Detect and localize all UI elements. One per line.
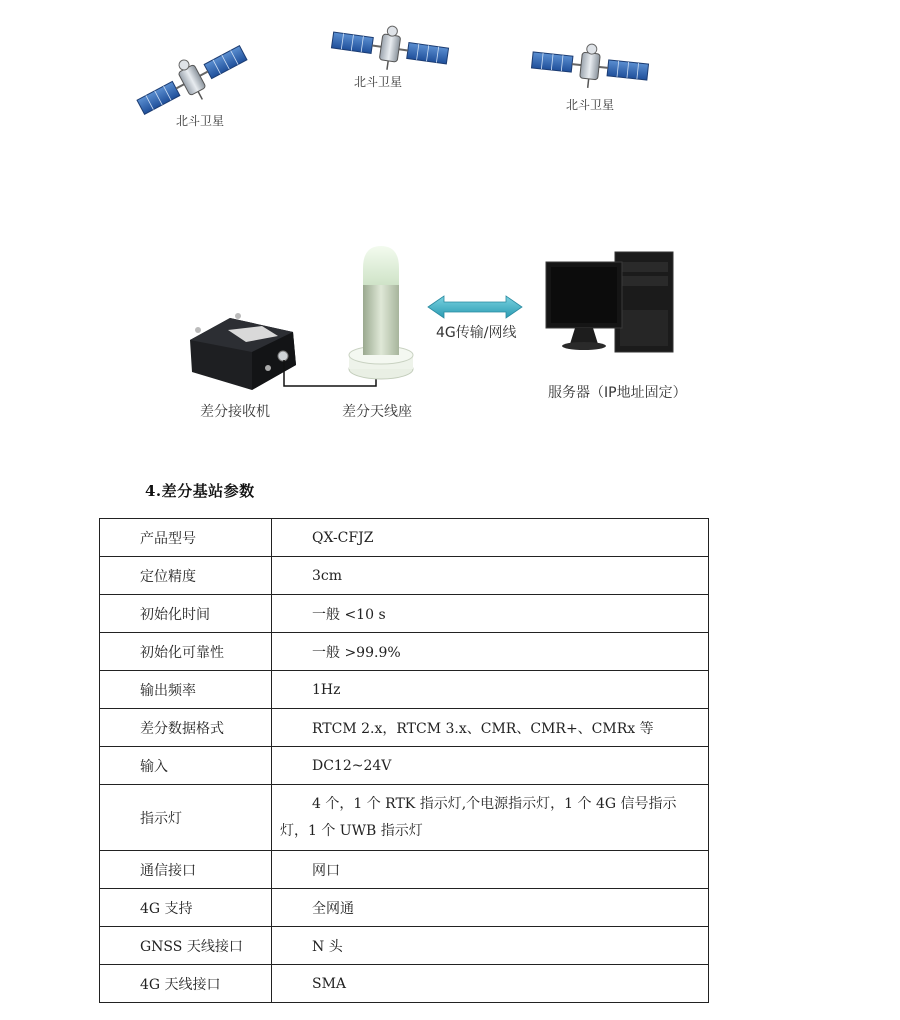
param-value: 4 个，1 个 RTK 指示灯,个电源指示灯，1 个 4G 信号指示灯，1 个 UWB 指示灯 <box>272 785 709 851</box>
param-value: 1Hz <box>272 671 709 709</box>
param-key: 定位精度 <box>100 557 272 595</box>
satellite-icon <box>530 38 650 94</box>
satellite-label: 北斗卫星 <box>176 114 225 128</box>
table-row <box>100 557 709 595</box>
param-key: 初始化时间 <box>100 595 272 633</box>
param-value: 一般 >99.9% <box>272 633 709 671</box>
table-row <box>100 671 709 709</box>
table-row <box>100 851 709 889</box>
table-row <box>100 595 709 633</box>
satellite-icon <box>330 18 451 78</box>
antenna-icon <box>349 246 413 379</box>
param-key: 输入 <box>100 747 272 785</box>
param-key: 4G 天线接口 <box>100 965 272 1003</box>
table-row <box>100 785 709 851</box>
param-value: 全网通 <box>272 889 709 927</box>
network-diagram <box>0 0 900 460</box>
antenna-caption: 差分天线座 <box>342 404 412 420</box>
satellite-label: 北斗卫星 <box>354 75 403 89</box>
server-computer-icon <box>546 252 673 352</box>
server-caption: 服务器（IP地址固定） <box>548 385 687 401</box>
satellite-label: 北斗卫星 <box>566 98 615 112</box>
param-key: 差分数据格式 <box>100 709 272 747</box>
section-title: 4.差分基站参数 <box>145 482 255 500</box>
link-caption: 4G传输/网线 <box>436 325 517 341</box>
table-row <box>100 709 709 747</box>
param-key: 4G 支持 <box>100 889 272 927</box>
diagram-graphics <box>0 0 900 460</box>
param-value: 3cm <box>272 557 709 595</box>
param-key: GNSS 天线接口 <box>100 927 272 965</box>
table-row <box>100 965 709 1003</box>
param-value: QX-CFJZ <box>272 519 709 557</box>
param-key: 产品型号 <box>100 519 272 557</box>
param-value: SMA <box>272 965 709 1003</box>
param-key: 初始化可靠性 <box>100 633 272 671</box>
param-value: 一般 <10 s <box>272 595 709 633</box>
params-table <box>99 518 709 1003</box>
param-key: 输出频率 <box>100 671 272 709</box>
receiver-caption: 差分接收机 <box>200 404 270 420</box>
receiver-device-icon <box>190 313 296 390</box>
param-key: 通信接口 <box>100 851 272 889</box>
table-row <box>100 889 709 927</box>
double-arrow-icon <box>428 296 522 318</box>
param-value: DC12~24V <box>272 747 709 785</box>
param-value: RTCM 2.x，RTCM 3.x、CMR、CMR+、CMRx 等 <box>272 709 709 747</box>
table-row <box>100 519 709 557</box>
param-value: N 头 <box>272 927 709 965</box>
table-row <box>100 927 709 965</box>
param-value: 网口 <box>272 851 709 889</box>
param-key: 指示灯 <box>100 785 272 851</box>
table-row <box>100 747 709 785</box>
table-row <box>100 633 709 671</box>
